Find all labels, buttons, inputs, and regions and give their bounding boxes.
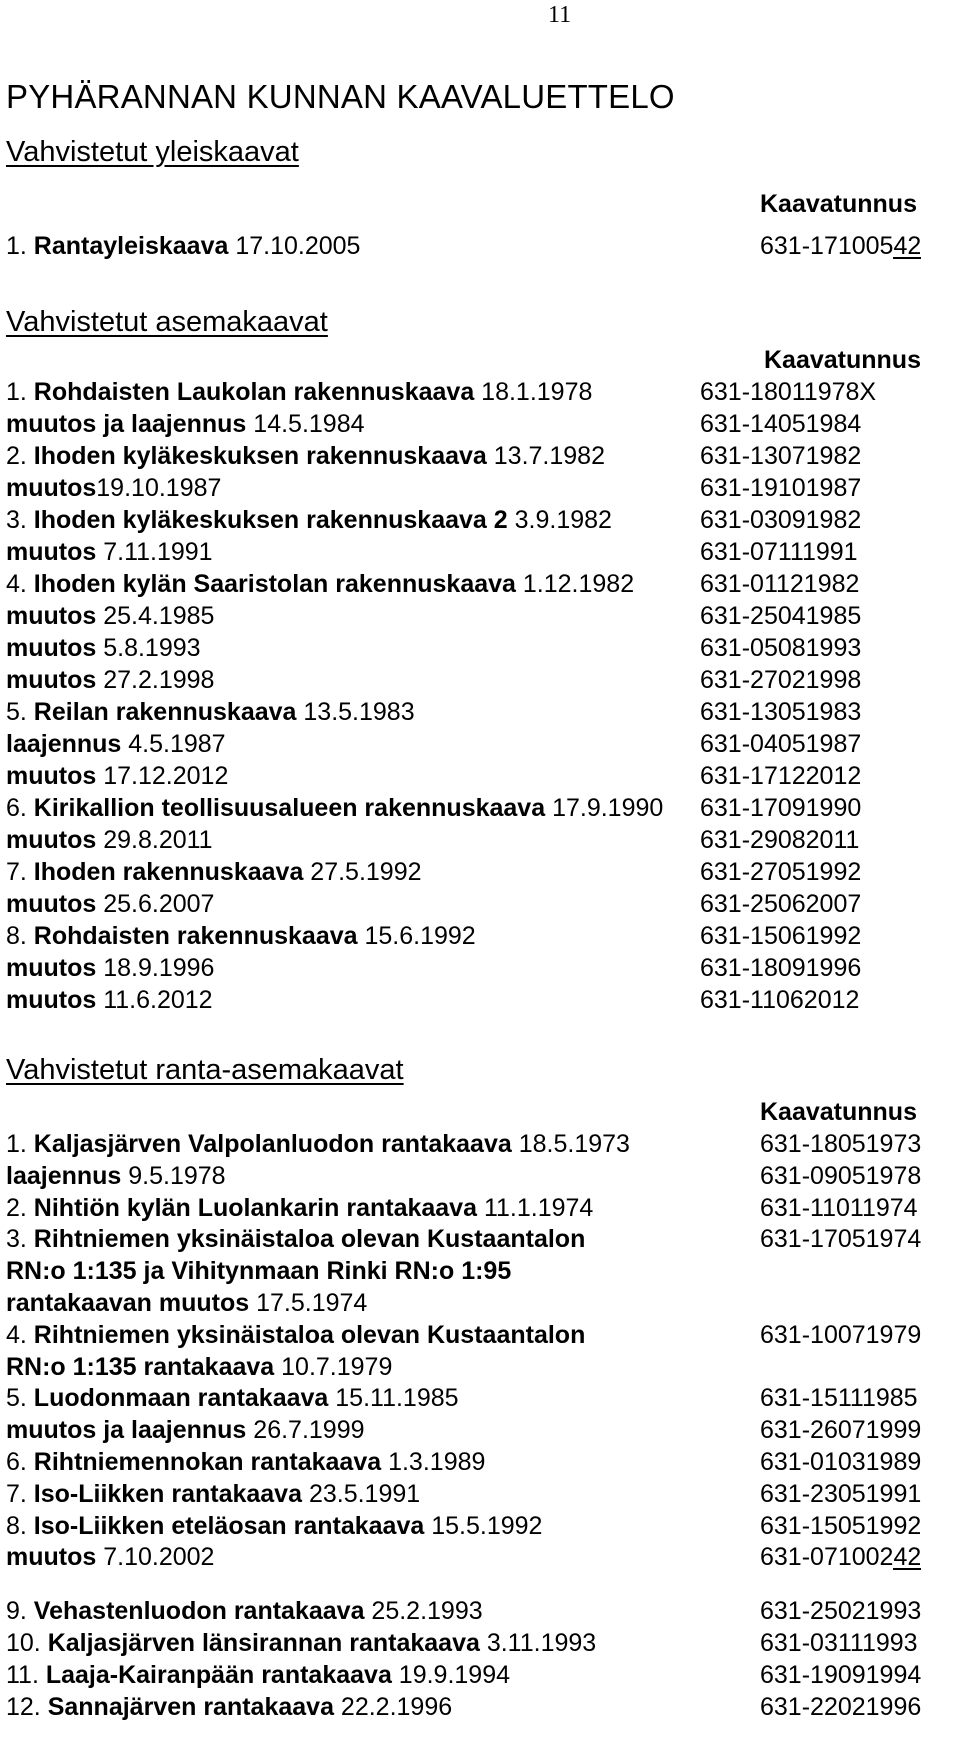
page-title: PYHÄRANNAN KUNNAN KAAVALUETTELO — [6, 78, 675, 115]
plan-row — [6, 232, 360, 261]
plan-num: 8. — [6, 1511, 34, 1540]
plan-row — [6, 762, 228, 791]
plan-code — [700, 474, 861, 503]
plan-code-value: 631-15051992 — [760, 1511, 922, 1540]
plan-row — [6, 602, 214, 631]
plan-row — [6, 826, 213, 855]
plan-code-value: 631-07111991 — [700, 538, 858, 566]
plan-row — [6, 1353, 392, 1382]
plan-name: muutos — [6, 538, 97, 566]
plan-code-value: 631-071002 — [760, 1543, 894, 1572]
plan-code-value: 631-19091994 — [760, 1660, 922, 1689]
plan-date: 25.2.1993 — [364, 1597, 483, 1626]
plan-num: 12. — [6, 1692, 48, 1721]
plan-code-value: 631-18051973 — [760, 1130, 922, 1158]
plan-code-value: 631-05081993 — [700, 634, 862, 662]
plan-code-value: 631-01121982 — [700, 570, 860, 598]
plan-date: 1.3.1989 — [381, 1448, 486, 1476]
plan-row — [6, 698, 415, 727]
plan-row — [6, 634, 201, 663]
plan-code — [700, 794, 861, 823]
plan-code — [760, 1448, 921, 1477]
plan-code-value: 631-23051991 — [760, 1479, 922, 1508]
plan-date: 13.5.1983 — [296, 698, 415, 726]
plan-code-value: 631-14051984 — [700, 410, 862, 438]
section-heading-yleiskaavat: Vahvistetut yleiskaavat — [6, 136, 299, 168]
plan-code — [700, 378, 876, 407]
plan-num: 10. — [6, 1629, 48, 1657]
plan-name: muutos — [6, 890, 97, 918]
plan-name: Kaljasjärven Valpolanluodon rantakaava — [33, 1130, 512, 1158]
plan-name: Kirikallion teollisuusalueen rakennuskaava — [33, 794, 546, 822]
plan-code-value: 631-18011978X — [700, 378, 877, 406]
plan-code-value: 631-25041985 — [700, 602, 862, 630]
plan-row — [6, 1480, 420, 1509]
plan-num: 7. — [6, 858, 34, 886]
plan-date: 13.7.1982 — [486, 442, 605, 470]
plan-row — [6, 730, 226, 759]
plan-code-value: 631-25021993 — [760, 1597, 922, 1626]
plan-code — [700, 986, 859, 1015]
plan-num: 1. — [6, 1130, 34, 1158]
plan-num: 4. — [6, 570, 34, 598]
plan-code-value: 631-171005 — [760, 232, 894, 260]
plan-code — [760, 1512, 921, 1541]
plan-date: 29.8.2011 — [96, 826, 213, 854]
plan-date: 1.12.1982 — [515, 570, 635, 598]
plan-row — [6, 794, 663, 823]
plan-name: muutos ja laajennus — [6, 410, 247, 438]
plan-date: 19.9.1994 — [391, 1660, 511, 1689]
plan-row — [6, 922, 476, 951]
plan-code-value: 631-25062007 — [700, 890, 862, 918]
plan-name: laajennus — [6, 730, 122, 758]
plan-code — [700, 826, 859, 855]
plan-date: 3.9.1982 — [507, 506, 612, 534]
plan-code-value: 631-15061992 — [700, 922, 862, 950]
plan-date: 18.5.1973 — [511, 1130, 630, 1158]
plan-row — [6, 570, 634, 599]
plan-name: Nihtiön kylän Luolankarin rantakaava — [33, 1193, 477, 1222]
plan-num: 3. — [6, 1225, 34, 1254]
plan-code-value: 631-03091982 — [700, 506, 862, 534]
plan-code-value: 631-17122012 — [700, 762, 862, 790]
plan-name: Ihoden kyläkeskuksen rakennuskaava 2 — [33, 506, 508, 534]
plan-name: muutos — [6, 602, 97, 630]
plan-code-value: 631-01031989 — [760, 1448, 922, 1476]
plan-row — [6, 986, 213, 1015]
plan-row — [6, 1661, 510, 1690]
plan-code — [700, 922, 861, 951]
plan-num: 1. — [6, 378, 34, 406]
plan-date: 4.5.1987 — [121, 730, 226, 758]
plan-row — [6, 442, 605, 471]
plan-num: 11. — [6, 1660, 46, 1689]
plan-code — [700, 602, 861, 631]
plan-num: 1. — [6, 232, 34, 260]
plan-date: 3.11.1993 — [479, 1629, 597, 1657]
plan-code — [760, 1597, 921, 1626]
plan-name: muutos — [6, 954, 97, 982]
plan-row — [6, 1543, 214, 1572]
plan-name: muutos — [6, 1543, 97, 1572]
plan-num: 5. — [6, 698, 34, 726]
plan-code — [760, 1416, 921, 1445]
plan-name: muutos ja laajennus — [6, 1416, 247, 1445]
plan-name: Luodonmaan rantakaava — [33, 1384, 329, 1413]
plan-name: rantakaavan muutos — [6, 1289, 250, 1317]
plan-date: 18.1.1978 — [474, 378, 593, 406]
plan-code — [760, 1543, 921, 1572]
plan-code — [700, 410, 861, 439]
plan-code-suffix: 42 — [893, 232, 922, 260]
plan-name: muutos — [6, 474, 97, 502]
plan-num: 2. — [6, 442, 34, 470]
plan-date: 19.10.1987 — [96, 474, 222, 502]
plan-row — [6, 1448, 485, 1477]
plan-row — [6, 410, 365, 439]
plan-name: RN:o 1:135 ja Vihitynmaan Rinki RN:o 1:95 — [6, 1257, 512, 1286]
column-header-kaavatunnus: Kaavatunnus — [760, 190, 917, 218]
plan-date: 25.6.2007 — [96, 890, 215, 918]
plan-code-value: 631-11011974 — [760, 1193, 918, 1222]
plan-code-value: 631-19101987 — [700, 474, 862, 502]
plan-date: 22.2.1996 — [333, 1692, 453, 1721]
plan-date: 5.8.1993 — [96, 634, 201, 662]
plan-num: 6. — [6, 1448, 34, 1476]
plan-date: 17.9.1990 — [545, 794, 664, 822]
plan-date: 7.11.1991 — [96, 538, 213, 566]
plan-date: 18.9.1996 — [96, 954, 215, 982]
plan-row — [6, 1130, 630, 1159]
plan-date: 27.2.1998 — [96, 666, 215, 694]
plan-name: Sannajärven rantakaava — [47, 1692, 334, 1721]
plan-name: muutos — [6, 762, 97, 790]
plan-code — [760, 1130, 921, 1159]
plan-row — [6, 1257, 511, 1286]
plan-code — [760, 1384, 918, 1413]
plan-date: 23.5.1991 — [302, 1479, 421, 1508]
plan-date: 17.12.2012 — [96, 762, 229, 790]
plan-row — [6, 474, 221, 503]
plan-date: 17.5.1974 — [249, 1289, 368, 1317]
plan-code-value: 631-18091996 — [700, 954, 862, 982]
plan-num: 4. — [6, 1320, 34, 1349]
plan-name: muutos — [6, 826, 97, 854]
plan-code-value: 631-10071979 — [760, 1320, 922, 1349]
plan-name: Iso-Liikken rantakaava — [33, 1479, 302, 1508]
plan-code — [760, 1194, 918, 1223]
plan-code-suffix: 42 — [893, 1543, 922, 1572]
column-header-kaavatunnus: Kaavatunnus — [764, 346, 921, 374]
plan-name: Rantayleiskaava — [33, 232, 229, 260]
plan-row — [6, 858, 422, 887]
plan-row — [6, 1597, 483, 1626]
plan-row — [6, 506, 612, 535]
plan-row — [6, 1162, 226, 1191]
plan-row — [6, 1693, 452, 1722]
plan-code-value: 631-27021998 — [700, 666, 862, 694]
plan-name: muutos — [6, 986, 97, 1014]
plan-name: Rihtniemennokan rantakaava — [33, 1448, 382, 1476]
plan-date: 17.10.2005 — [228, 232, 361, 260]
plan-code-value: 631-17051974 — [760, 1225, 922, 1254]
plan-code-value: 631-11062012 — [700, 986, 860, 1014]
plan-date: 15.11.1985 — [328, 1384, 459, 1413]
plan-date: 26.7.1999 — [246, 1416, 365, 1445]
plan-name: Ihoden rakennuskaava — [33, 858, 304, 886]
plan-code — [700, 666, 861, 695]
plan-row — [6, 378, 592, 407]
plan-date: 11.1.1974 — [477, 1193, 594, 1222]
plan-name: Ihoden kyläkeskuksen rakennuskaava — [33, 442, 487, 470]
plan-code — [760, 1629, 918, 1658]
plan-date: 7.10.2002 — [96, 1543, 215, 1572]
plan-row — [6, 1512, 542, 1541]
plan-name: Reilan rakennuskaava — [33, 698, 297, 726]
plan-row — [6, 1416, 365, 1445]
plan-row — [6, 954, 214, 983]
plan-code-value: 631-29082011 — [700, 826, 860, 854]
plan-num: 6. — [6, 794, 34, 822]
plan-name: Laaja-Kairanpään rantakaava — [45, 1660, 392, 1689]
plan-row — [6, 1629, 596, 1658]
plan-date: 9.5.1978 — [121, 1161, 226, 1190]
plan-num: 9. — [6, 1597, 34, 1626]
plan-code-value: 631-26071999 — [760, 1416, 922, 1445]
plan-name: Iso-Liikken eteläosan rantakaava — [33, 1511, 425, 1540]
plan-row — [6, 538, 213, 567]
plan-name: Ihoden kylän Saaristolan rakennuskaava — [33, 570, 516, 598]
plan-row — [6, 1225, 585, 1254]
plan-code — [760, 1162, 921, 1191]
plan-code — [700, 698, 861, 727]
plan-num: 2. — [6, 1193, 34, 1222]
plan-name: Rohdaisten Laukolan rakennuskaava — [33, 378, 475, 406]
plan-date: 15.6.1992 — [357, 922, 476, 950]
column-header-kaavatunnus: Kaavatunnus — [760, 1098, 917, 1126]
plan-date: 25.4.1985 — [96, 602, 215, 630]
plan-code-value: 631-17091990 — [700, 794, 862, 822]
plan-code-value: 631-22021996 — [760, 1692, 922, 1721]
plan-code — [700, 570, 859, 599]
plan-name: Rihtniemen yksinäistaloa olevan Kustaantalon — [33, 1320, 586, 1349]
plan-date: 11.6.2012 — [96, 986, 213, 1014]
plan-code-value: 631-27051992 — [700, 858, 862, 886]
plan-code — [760, 1480, 921, 1509]
plan-code-value: 631-13071982 — [700, 442, 862, 470]
plan-row — [6, 1321, 585, 1350]
plan-code-value: 631-04051987 — [700, 730, 862, 758]
plan-code — [700, 634, 861, 663]
plan-code — [760, 1661, 921, 1690]
plan-name: Kaljasjärven länsirannan rantakaava — [47, 1629, 480, 1657]
plan-num: 8. — [6, 922, 34, 950]
plan-code — [760, 1693, 921, 1722]
plan-name: muutos — [6, 634, 97, 662]
plan-code — [700, 730, 861, 759]
plan-date: 27.5.1992 — [303, 858, 422, 886]
plan-code — [700, 538, 858, 567]
plan-code — [760, 232, 921, 261]
plan-name: muutos — [6, 666, 97, 694]
plan-name: RN:o 1:135 rantakaava — [6, 1352, 275, 1381]
plan-code — [700, 890, 861, 919]
section-heading-asemakaavat: Vahvistetut asemakaavat — [6, 306, 328, 338]
plan-name: laajennus — [6, 1161, 122, 1190]
plan-name: Vehastenluodon rantakaava — [33, 1597, 365, 1626]
plan-name: Rihtniemen yksinäistaloa olevan Kustaantalon — [33, 1225, 586, 1254]
plan-code — [700, 762, 861, 791]
plan-row — [6, 890, 214, 919]
plan-row — [6, 1384, 459, 1413]
plan-row — [6, 1194, 593, 1223]
plan-code — [700, 506, 861, 535]
plan-code — [700, 858, 861, 887]
plan-num: 3. — [6, 506, 34, 534]
plan-code — [760, 1225, 921, 1254]
plan-num: 5. — [6, 1384, 34, 1413]
plan-row — [6, 666, 214, 695]
plan-code — [700, 442, 861, 471]
plan-code-value: 631-15111985 — [760, 1384, 918, 1413]
plan-num: 7. — [6, 1479, 34, 1508]
plan-row — [6, 1289, 367, 1318]
plan-code — [700, 954, 861, 983]
plan-date: 14.5.1984 — [246, 410, 365, 438]
page-number: 11 — [548, 2, 572, 28]
plan-date: 10.7.1979 — [274, 1352, 393, 1381]
plan-code-value: 631-13051983 — [700, 698, 862, 726]
plan-code — [760, 1321, 921, 1350]
plan-date: 15.5.1992 — [424, 1511, 543, 1540]
plan-code-value: 631-03111993 — [760, 1629, 918, 1657]
section-heading-ranta-asemakaavat: Vahvistetut ranta-asemakaavat — [6, 1054, 404, 1086]
plan-name: Rohdaisten rakennuskaava — [33, 922, 358, 950]
plan-code-value: 631-09051978 — [760, 1161, 922, 1190]
